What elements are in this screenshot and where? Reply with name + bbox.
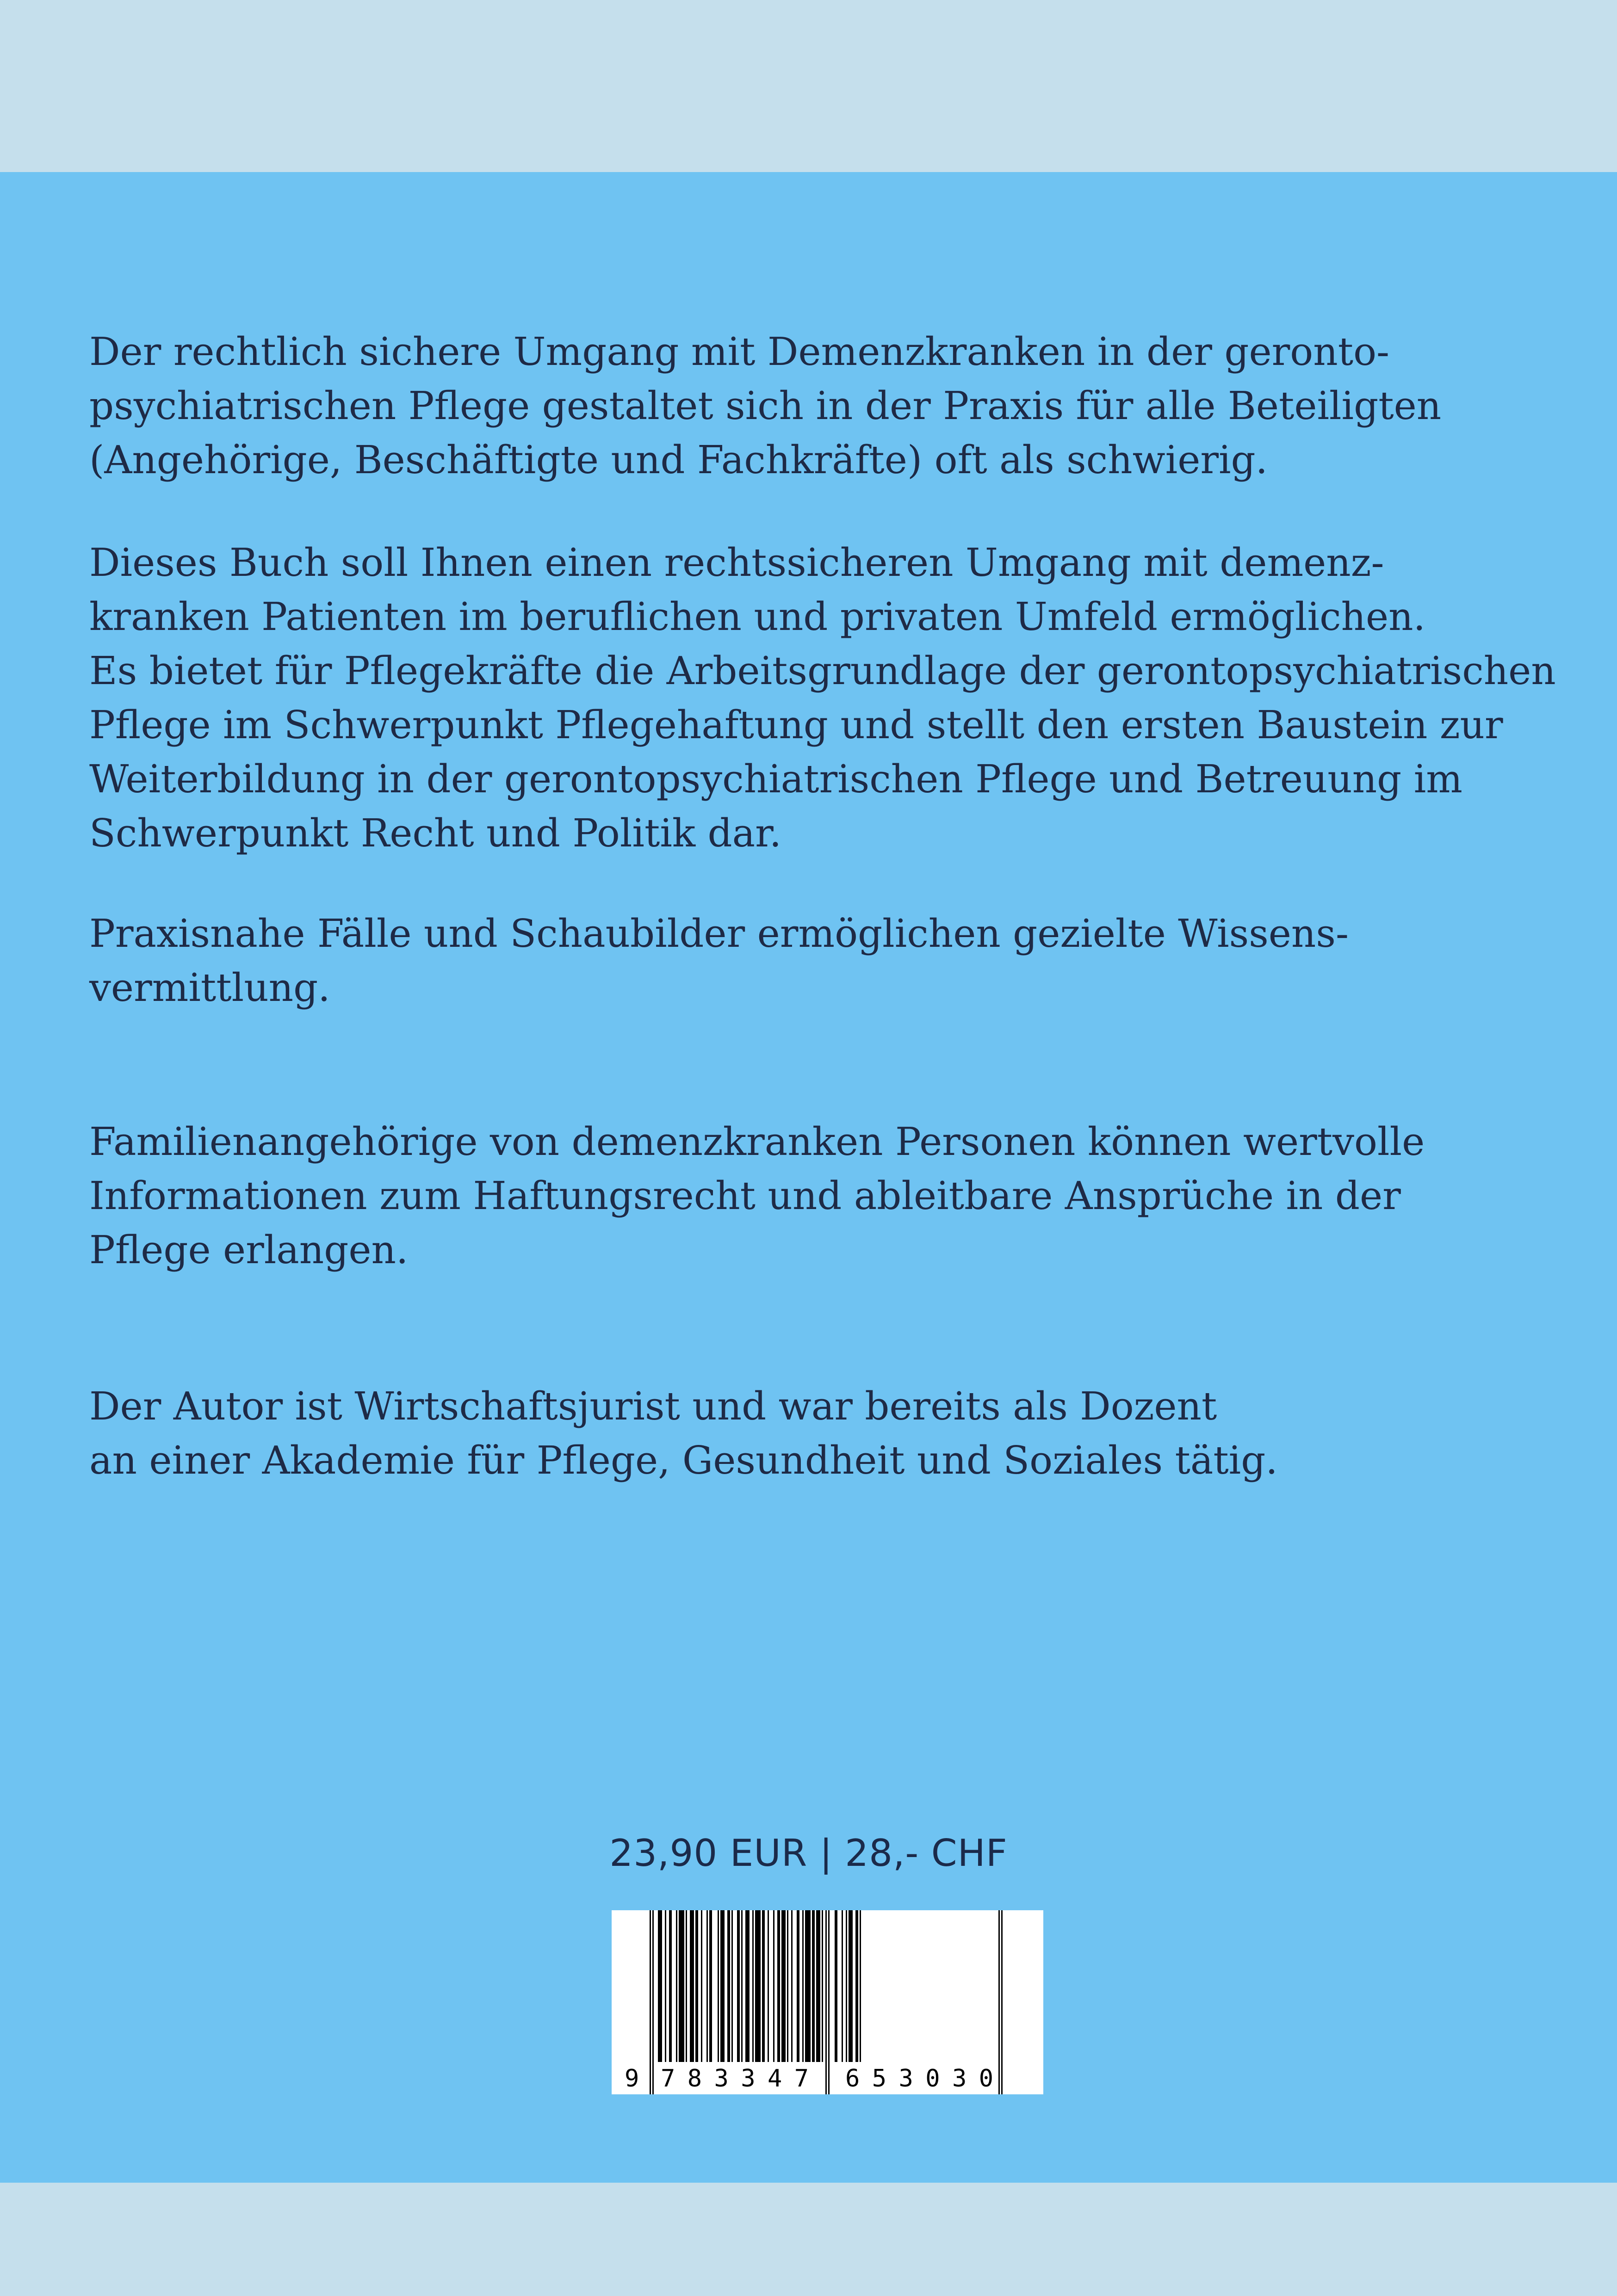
barcode-bar <box>773 1910 774 2062</box>
text-line: an einer Akademie für Pflege, Gesundheit und Soziales tätig. <box>89 1438 1278 1483</box>
barcode-bar <box>842 1910 843 2062</box>
barcode-bar <box>849 1910 853 2062</box>
barcode-digits-right: 653030 <box>845 2065 993 2092</box>
barcode-bar <box>676 1910 677 2062</box>
text-line: Der rechtlich sichere Umgang mit Demenzkranken in der geronto- <box>89 329 1390 374</box>
text-line: Pflege im Schwerpunkt Pflegehaftung und stellt den ersten Baustein zur <box>89 703 1503 747</box>
barcode-bar <box>768 1910 769 2062</box>
barcode-bar <box>812 1910 815 2062</box>
barcode-bar <box>805 1910 811 2062</box>
text-line: Der Autor ist Wirtschaftsjurist und war bereits als Dozent <box>89 1384 1217 1429</box>
barcode-digit-first: 9 <box>625 2065 639 2092</box>
barcode-bar <box>822 1910 823 2062</box>
text-line: Praxisnahe Fälle und Schaubilder ermöglichen gezielte Wissens- <box>89 911 1349 956</box>
barcode-bar <box>860 1910 861 2062</box>
barcode-bar <box>762 1910 765 2062</box>
barcode-bar <box>846 1910 847 2062</box>
barcode-guard-bar <box>998 1910 1000 2094</box>
barcode-bar <box>802 1910 804 2062</box>
barcode-bar <box>835 1910 837 2062</box>
barcode-bar <box>787 1910 788 2062</box>
barcode-bar <box>797 1910 799 2062</box>
barcode-bar <box>816 1910 820 2062</box>
barcode-digits-left: 783347 <box>661 2065 809 2092</box>
barcode-bar <box>718 1910 719 2062</box>
barcode-bar <box>679 1910 684 2062</box>
barcode-bar <box>709 1910 712 2062</box>
barcode-bar <box>665 1910 666 2062</box>
text-line: Schwerpunkt Recht und Politik dar. <box>89 811 782 856</box>
blurb-paragraph-4 <box>89 1115 1425 1277</box>
text-line: Pflege erlangen. <box>89 1228 409 1272</box>
barcode-guard-bar <box>1001 1910 1003 2094</box>
top-margin-band <box>0 0 1617 172</box>
barcode-bar <box>701 1910 702 2062</box>
barcode-bar <box>658 1910 662 2062</box>
text-line: Informationen zum Haftungsrecht und ableitbare Ansprüche in der <box>89 1173 1401 1218</box>
barcode-bar <box>755 1910 761 2062</box>
barcode-bar <box>731 1910 733 2062</box>
barcode-bar <box>669 1910 672 2062</box>
barcode-guard-bar <box>652 1910 654 2094</box>
blurb-paragraph-2 <box>89 536 1556 860</box>
barcode-guard-bar <box>650 1910 651 2094</box>
text-line: psychiatrischen Pflege gestaltet sich in der Praxis für alle Beteiligten <box>89 383 1442 428</box>
text-line: Familienangehörige von demenzkranken Personen können wertvolle <box>89 1119 1425 1164</box>
barcode-bar <box>781 1910 786 2062</box>
bottom-margin-band <box>0 2183 1617 2296</box>
text-line: Es bietet für Pflegekräfte die Arbeitsgrundlage der gerontopsychiatrischen <box>89 648 1556 693</box>
barcode-bar <box>686 1910 687 2062</box>
text-line: Dieses Buch soll Ihnen einen rechtssicheren Umgang mit demenz- <box>89 540 1384 585</box>
isbn-barcode <box>612 1910 1043 2094</box>
text-line: Weiterbildung in der gerontopsychiatrischen Pflege und Betreuung im <box>89 757 1462 802</box>
barcode-bar <box>855 1910 858 2062</box>
barcode-guard-bar <box>825 1910 827 2094</box>
barcode-bar <box>706 1910 708 2062</box>
barcode-bar <box>791 1910 793 2062</box>
blurb-paragraph-3 <box>89 907 1349 1015</box>
barcode-bar <box>752 1910 754 2062</box>
text-line: (Angehörige, Beschäftigte und Fachkräfte) oft als schwierig. <box>89 438 1268 482</box>
barcode-graphic <box>612 1910 1043 2094</box>
barcode-bar <box>777 1910 780 2062</box>
text-line: kranken Patienten im beruflichen und privaten Umfeld ermöglichen. <box>89 594 1425 639</box>
price-label: 23,90 EUR | 28,- CHF <box>609 1832 1008 1875</box>
barcode-bar <box>745 1910 750 2062</box>
author-info <box>89 1379 1278 1487</box>
barcode-bar <box>737 1910 740 2062</box>
barcode-guard-bar <box>828 1910 830 2094</box>
barcode-bar <box>727 1910 730 2062</box>
barcode-bar <box>695 1910 698 2062</box>
barcode-bar <box>690 1910 694 2062</box>
barcode-bar <box>741 1910 743 2062</box>
barcode-bar <box>720 1910 725 2062</box>
text-line: vermittlung. <box>89 965 330 1010</box>
blurb-paragraph-1 <box>89 325 1441 487</box>
